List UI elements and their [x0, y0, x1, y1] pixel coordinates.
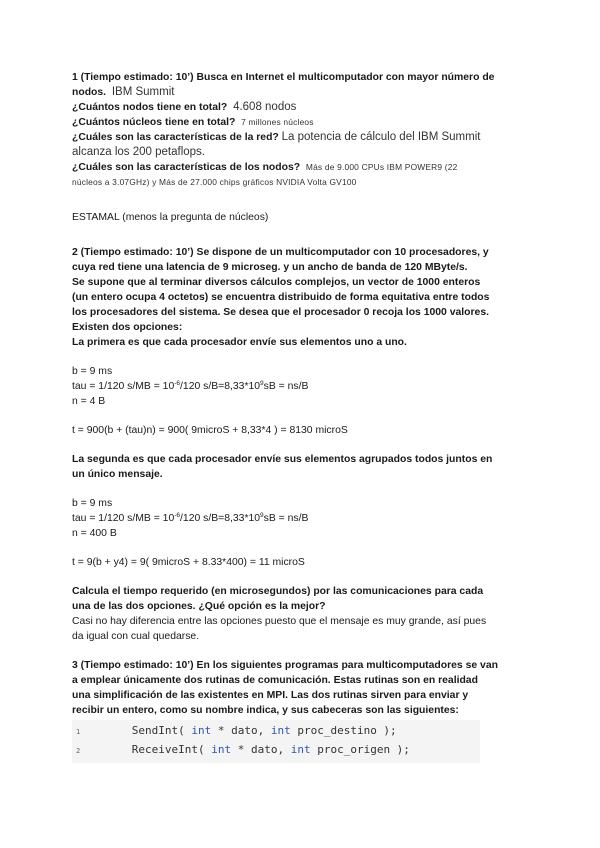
q2-second-line: un único mensaje. — [72, 469, 163, 480]
opt2-tau: tau = 1/120 $s/MB = 10^{-6}/120$ $s/B=8,33*10^9sB = ns/B$ — [72, 512, 309, 524]
q1-network-answer: La potencia de cálculo del IBM Summit — [281, 131, 481, 143]
q2-line: La primera es que cada procesador envíe sus elementos uno a uno. — [72, 337, 407, 348]
q2-answer-line: Casi no hay diferencia entre las opciones puesto que el mensaje es muy grande, así pues — [72, 616, 487, 627]
q1-node-answer: Más de 9.000 CPUs IBM POWER9 (22 — [305, 162, 458, 172]
code-listing — [72, 720, 480, 763]
q1-node-features: ¿Cuáles son las características de los nodos? Más de 9.000 CPUs IBM POWER9 (22 — [72, 162, 458, 173]
q1-node-answer-line2: núcleos a 3.07GHz) y Más de 27.000 chips gráficos NVIDIA Volta GV100 — [72, 177, 357, 187]
line-number: 2 — [76, 747, 81, 755]
q2-option2-work — [72, 496, 532, 570]
q1-network-answer-line2: alcanza los 200 petaflops. — [72, 146, 205, 158]
q1-cores-answer: 7 millones núcleos — [241, 117, 314, 127]
q2-line: (un entero ocupa 4 octetos) se encuentra distribuido de forma equitativa entre todos — [72, 292, 490, 303]
q3-line: una simplificación de las existentes en MPI. Las dos rutinas sirven para enviar y — [72, 690, 469, 701]
q2-line: Existen dos opciones: — [72, 322, 183, 333]
line-number: 1 — [76, 728, 81, 736]
q1-heading-line2: nodos. IBM Summit — [72, 86, 175, 98]
q2-line: los procesadores del sistema. Se desea que el procesador 0 recoja los 1000 valores. — [72, 307, 489, 318]
opt2-t: t = 9(b + y4) = 9( 9microS + 8.33*400) = 11 microS — [72, 557, 305, 568]
q3-line: a emplear únicamente dos rutinas de comunicación. Estas rutinas son en realidad — [72, 675, 478, 686]
q3-statement — [72, 658, 532, 718]
q1-nodes-answer: 4.608 nodos — [233, 101, 297, 113]
opt1-n: n = 4 B — [72, 396, 106, 407]
q2-statement — [72, 245, 532, 350]
q1-answer-name: IBM Summit — [111, 86, 175, 98]
opt2-b: b = 9 ms — [72, 498, 113, 509]
opt1-b: b = 9 ms — [72, 366, 113, 377]
q1-heading: 1 (Tiempo estimado: 10’) Busca en Internet el multicomputador con mayor número de — [72, 72, 495, 83]
code-line: 2 ReceiveInt( int * dato, int proc_origen ); — [72, 741, 480, 760]
q2-line: Se supone que al terminar diversos cálculos complejos, un vector de 1000 enteros — [72, 277, 481, 288]
q3-line: 3 (Tiempo estimado: 10’) En los siguientes programas para multicomputadores se van — [72, 660, 498, 671]
document-page — [72, 70, 532, 763]
opt1-t: t = 900(b + (tau)n) = 900( 9microS + 8,33*4 ) = 8130 microS — [72, 425, 348, 436]
grading-note: ESTAMAL (menos la pregunta de núcleos) — [72, 212, 269, 223]
code-line: 1 SendInt( int * dato, int proc_destino ); — [72, 722, 480, 741]
q2-calc-line: una de las dos opciones. ¿Qué opción es la mejor? — [72, 601, 326, 612]
q1-network: ¿Cuáles son las características de la red? La potencia de cálculo del IBM Summit — [72, 131, 481, 143]
q3-line: recibir un entero, como su nombre indica, y sus cabeceras son las siguientes: — [72, 705, 459, 716]
opt2-n: n = 400 B — [72, 528, 117, 539]
q2-line: cuya red tiene una latencia de 9 microseg. y un ancho de banda de 120 MByte/s. — [72, 262, 468, 273]
q2-calc-line: Calcula el tiempo requerido (en microsegundos) por las comunicaciones para cada — [72, 586, 484, 597]
opt1-tau: tau = 1/120 $s/MB = 10^{-6}/120$ $s/B=8,33*10^9sB = ns/B$ — [72, 380, 309, 392]
q1-cores: ¿Cuántos núcleos tiene en total? 7 millones núcleos — [72, 117, 314, 128]
q2-second-line: La segunda es que cada procesador envíe sus elementos agrupados todos juntos en — [72, 454, 493, 465]
q2-line: 2 (Tiempo estimado: 10’) Se dispone de un multicomputador con 10 procesadores, y — [72, 247, 489, 258]
q2-option1-work — [72, 364, 532, 438]
q2-answer-line: da igual con cual quedarse. — [72, 631, 200, 642]
q1-nodes: ¿Cuántos nodos tiene en total? 4.608 nodos — [72, 101, 297, 113]
